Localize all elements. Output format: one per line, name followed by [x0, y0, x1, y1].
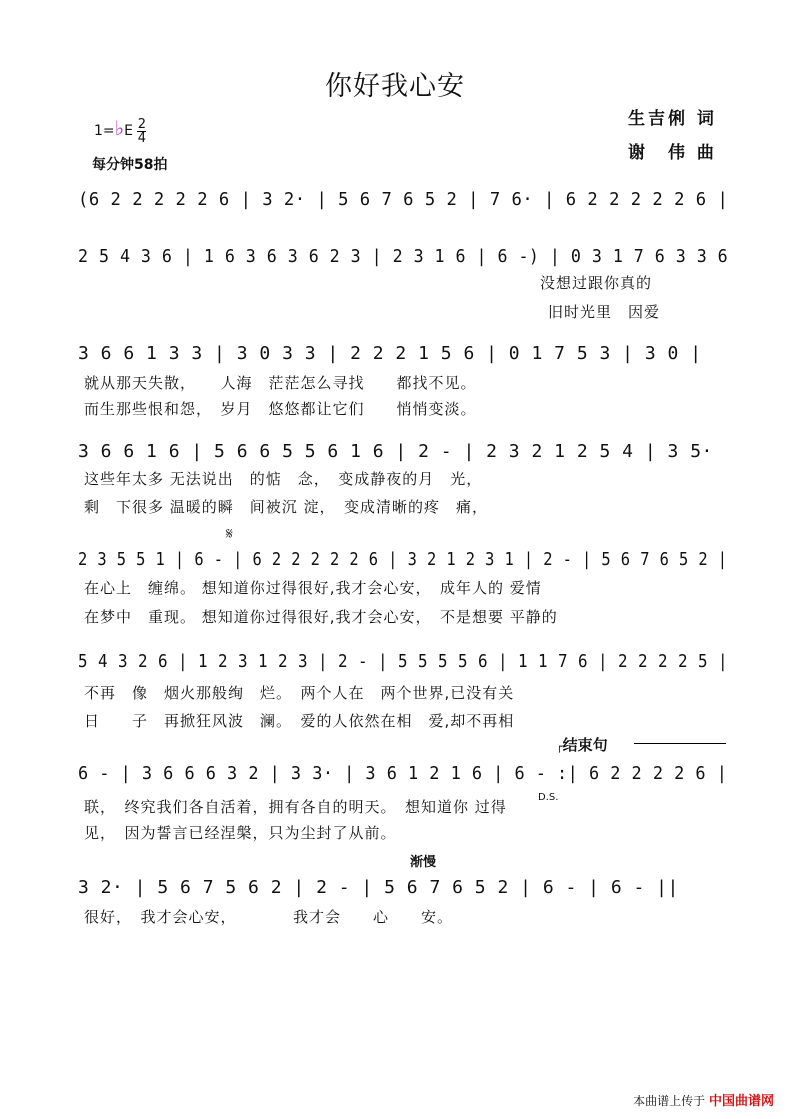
- notation-line: 3 6 6 1 6 | 5 6 6 5 5 6 1 6 | 2 - | 2 3 2 1 2 5 4 | 3 5·: [78, 441, 713, 462]
- lyric-line: 没想过跟你真的: [540, 274, 653, 292]
- lyric-line: 旧时光里 因爱: [548, 303, 661, 321]
- lyric-line: 剩 下很多 温暖的瞬 间被沉 淀， 变成清晰的疼 痛，: [84, 498, 489, 516]
- staff-row: [78, 650, 728, 686]
- staff-row: [78, 188, 728, 224]
- ending-section-label: ┌结束句: [556, 736, 608, 754]
- key-signature: [94, 116, 146, 145]
- song-title: 你好我心安: [325, 71, 465, 102]
- lyric-line: 这些年太多 无法说出 的惦 念， 变成静夜的月 光，: [84, 470, 483, 488]
- lyric-line: 联， 终究我们各自活着，拥有各自的明天。 想知道你 过得: [84, 798, 507, 816]
- lyricist-credit: 生吉俐 词: [628, 109, 717, 129]
- notation-line: 6 - | 3 6 6 6 3 2 | 3 3· | 3 6 1 2 1 6 | 6 - :| 6 2 2 2 2 6 |: [78, 763, 728, 784]
- lyric-line: 很好， 我才会心安， 我才会 心 安。: [84, 908, 454, 926]
- staff-row: [78, 762, 728, 798]
- time-sig-top: 2: [137, 116, 147, 132]
- ritardando-mark: 渐慢: [410, 855, 437, 870]
- notation-line: 5 4 3 2 6 | 1 2 3 1 2 3 | 2 - | 5 5 5 5 6 | 1 1 7 6 | 2 2 2 2 5 |: [78, 651, 728, 672]
- lyric-line: 不再 像 烟火那般绚 烂。 两个人在 两个世界,已没有关: [84, 684, 515, 702]
- notation-line: 2 5 4 3 6 | 1 6 3 6 3 6 2 3 | 2 3 1 6 | 6 -) | 0 3 1 7 6 3 3 6: [78, 246, 729, 267]
- ending-bracket-line: [634, 743, 726, 744]
- lyric-line: 在梦中 重现。 想知道你过得很好,我才会心安， 不是想要 平静的: [84, 608, 558, 626]
- lyric-line: 见， 因为誓言已经涅槃，只为尘封了从前。: [84, 824, 397, 842]
- key-note: E: [124, 123, 133, 139]
- lyric-line: 就从那天失散， 人海 茫茫怎么寻找 都找不见。: [84, 374, 477, 392]
- time-sig-bottom: 4: [137, 130, 147, 146]
- tempo-marking: 每分钟58拍: [92, 157, 168, 173]
- footer-text: 本曲谱上传于: [633, 1094, 706, 1108]
- lyric-line: 而生那些恨和怨， 岁月 悠悠都让它们 悄悄变淡。: [84, 400, 477, 418]
- key-prefix: 1=: [94, 123, 115, 139]
- notation-line: 3 2· | 5 6 7 5 6 2 | 2 - | 5 6 7 6 5 2 | 6 - | 6 - ||: [78, 877, 679, 898]
- notation-line: 3 6 6 1 3 3 | 3 0 3 3 | 2 2 2 1 5 6 | 0 1 7 5 3 | 3 0 |: [78, 343, 702, 364]
- lyric-line: 在心上 缠绵。 想知道你过得很好,我才会心安， 成年人的 爱情: [84, 579, 542, 597]
- lyric-line: 日 子 再掀狂风波 澜。 爱的人依然在相 爱,却不再相: [84, 712, 515, 730]
- notation-line: 2 3 5 5 1 | 6 - | 6 2 2 2 2 2 6 | 3 2 1 2 3 1 | 2 - | 5 6 7 6 5 2 |: [78, 549, 728, 570]
- ending-label-text: 结束句: [562, 736, 608, 754]
- composer-credit: 谢 伟 曲: [628, 143, 717, 163]
- footer-credit: [633, 1090, 774, 1109]
- time-signature: [137, 118, 146, 145]
- notation-line: (6 2 2 2 2 2 6 | 3 2· | 5 6 7 6 5 2 | 7 6· | 6 2 2 2 2 2 6 |: [78, 189, 729, 210]
- site-logo: 中国曲谱网: [708, 1094, 774, 1109]
- ds-mark: D.S.: [538, 792, 559, 803]
- segno-mark: 𝄋: [226, 524, 233, 543]
- flat-icon: ♭: [114, 116, 125, 140]
